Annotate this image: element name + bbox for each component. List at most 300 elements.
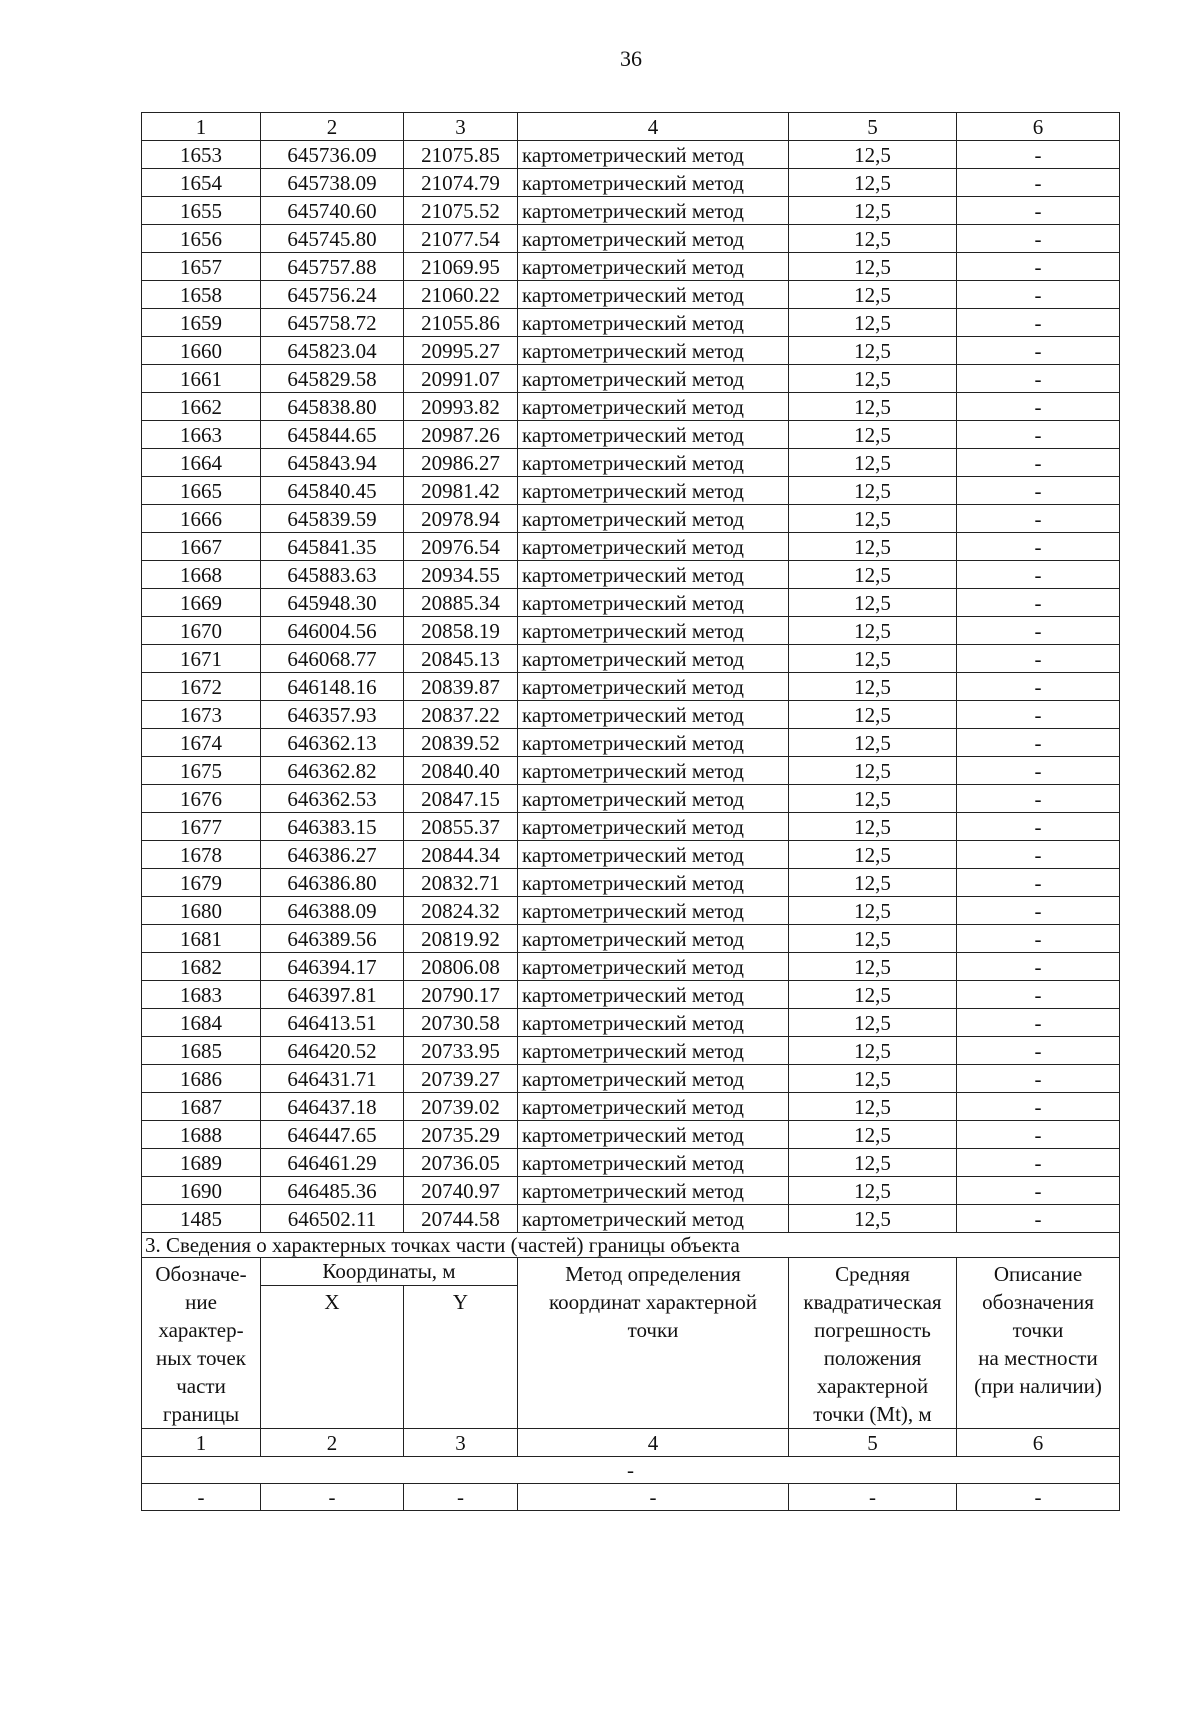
table-row (142, 1065, 1120, 1093)
x-coord-cell: 645840.45 (261, 477, 404, 505)
point-id-cell: 1662 (142, 393, 261, 421)
x-coord-cell: 646447.65 (261, 1121, 404, 1149)
point-id-cell: 1680 (142, 897, 261, 925)
point-id-cell: 1671 (142, 645, 261, 673)
x-coord-cell: 645883.63 (261, 561, 404, 589)
y-coord-cell: 20733.95 (404, 1037, 518, 1065)
description-cell: - (957, 533, 1120, 561)
table-row (142, 841, 1120, 869)
x-coord-cell: 646502.11 (261, 1205, 404, 1233)
x-coord-cell: 645736.09 (261, 141, 404, 169)
table-row (142, 393, 1120, 421)
col-number: 4 (518, 1429, 789, 1457)
table-row (142, 897, 1120, 925)
description-cell: - (957, 701, 1120, 729)
table-row (142, 309, 1120, 337)
x-coord-cell: 646389.56 (261, 925, 404, 953)
table-row (142, 421, 1120, 449)
description-cell: - (957, 197, 1120, 225)
point-id-cell: 1688 (142, 1121, 261, 1149)
x-coord-cell: 645756.24 (261, 281, 404, 309)
method-cell: картометрический метод (518, 869, 789, 897)
error-cell: 12,5 (789, 197, 957, 225)
description-cell: - (957, 449, 1120, 477)
table-row (142, 505, 1120, 533)
point-id-cell: 1660 (142, 337, 261, 365)
section3-title: 3. Сведения о характерных точках части (частей) границы объекта (142, 1233, 1120, 1258)
table-row (142, 869, 1120, 897)
y-coord-cell: 20995.27 (404, 337, 518, 365)
point-id-cell: 1679 (142, 869, 261, 897)
error-cell: 12,5 (789, 729, 957, 757)
x-coord-cell: 646394.17 (261, 953, 404, 981)
y-coord-cell: 20986.27 (404, 449, 518, 477)
error-cell: 12,5 (789, 1205, 957, 1233)
point-id-cell: 1663 (142, 421, 261, 449)
x-coord-cell: 646357.93 (261, 701, 404, 729)
description-cell: - (957, 309, 1120, 337)
description-cell: - (957, 813, 1120, 841)
x-coord-cell: 645839.59 (261, 505, 404, 533)
col-number: 2 (261, 1429, 404, 1457)
table-row (142, 813, 1120, 841)
error-cell: 12,5 (789, 449, 957, 477)
description-cell: - (957, 1065, 1120, 1093)
point-id-cell: 1690 (142, 1177, 261, 1205)
y-coord-cell: 20730.58 (404, 1009, 518, 1037)
description-cell: - (957, 477, 1120, 505)
method-cell: картометрический метод (518, 253, 789, 281)
description-cell: - (957, 1149, 1120, 1177)
table-row (142, 757, 1120, 785)
point-id-cell: 1667 (142, 533, 261, 561)
x-coord-cell: 646383.15 (261, 813, 404, 841)
x-coord-cell: 645844.65 (261, 421, 404, 449)
x-coord-cell: 646388.09 (261, 897, 404, 925)
point-id-cell: 1674 (142, 729, 261, 757)
method-cell: картометрический метод (518, 1093, 789, 1121)
error-cell: 12,5 (789, 533, 957, 561)
method-cell: картометрический метод (518, 673, 789, 701)
error-cell: 12,5 (789, 561, 957, 589)
description-cell: - (957, 561, 1120, 589)
method-cell: картометрический метод (518, 925, 789, 953)
table-row (142, 1149, 1120, 1177)
method-cell: картометрический метод (518, 813, 789, 841)
point-id-cell: 1665 (142, 477, 261, 505)
table-row (142, 1121, 1120, 1149)
method-cell: картометрический метод (518, 729, 789, 757)
method-cell: картометрический метод (518, 505, 789, 533)
error-cell: 12,5 (789, 421, 957, 449)
method-cell: картометрический метод (518, 1037, 789, 1065)
y-coord-cell: 21060.22 (404, 281, 518, 309)
method-cell: картометрический метод (518, 533, 789, 561)
point-id-cell: 1657 (142, 253, 261, 281)
y-coord-cell: 20840.40 (404, 757, 518, 785)
col-number: 5 (789, 1429, 957, 1457)
method-cell: картометрический метод (518, 1065, 789, 1093)
table-row (142, 925, 1120, 953)
col-number: 1 (142, 1429, 261, 1457)
method-cell: картометрический метод (518, 197, 789, 225)
description-cell: - (957, 785, 1120, 813)
col-number: 3 (404, 113, 518, 141)
point-id-cell: 1658 (142, 281, 261, 309)
col-number: 6 (957, 113, 1120, 141)
x-coord-cell: 646068.77 (261, 645, 404, 673)
description-cell: - (957, 1009, 1120, 1037)
y-coord-cell: 20981.42 (404, 477, 518, 505)
column-number-row (142, 113, 1120, 141)
dash-cell: - (957, 1484, 1120, 1511)
description-cell: - (957, 757, 1120, 785)
method-cell: картометрический метод (518, 841, 789, 869)
x-coord-cell: 645757.88 (261, 253, 404, 281)
description-cell: - (957, 253, 1120, 281)
x-coord-cell: 646397.81 (261, 981, 404, 1009)
method-cell: картометрический метод (518, 757, 789, 785)
description-cell: - (957, 841, 1120, 869)
point-id-cell: 1676 (142, 785, 261, 813)
error-cell: 12,5 (789, 1093, 957, 1121)
error-cell: 12,5 (789, 953, 957, 981)
description-cell: - (957, 925, 1120, 953)
description-cell: - (957, 169, 1120, 197)
table-row (142, 365, 1120, 393)
section3-merged-row (142, 1457, 1120, 1484)
y-coord-cell: 20790.17 (404, 981, 518, 1009)
error-cell: 12,5 (789, 169, 957, 197)
table-row (142, 673, 1120, 701)
error-cell: 12,5 (789, 1065, 957, 1093)
section3-title-row (142, 1233, 1120, 1258)
point-id-cell: 1664 (142, 449, 261, 477)
table-row (142, 1093, 1120, 1121)
y-coord-cell: 20855.37 (404, 813, 518, 841)
y-coord-cell: 20736.05 (404, 1149, 518, 1177)
description-cell: - (957, 1121, 1120, 1149)
x-coord-cell: 646362.13 (261, 729, 404, 757)
point-id-cell: 1689 (142, 1149, 261, 1177)
point-id-cell: 1685 (142, 1037, 261, 1065)
x-coord-cell: 646362.53 (261, 785, 404, 813)
point-id-cell: 1681 (142, 925, 261, 953)
method-cell: картометрический метод (518, 1009, 789, 1037)
table-row (142, 1205, 1120, 1233)
table-row (142, 337, 1120, 365)
col-number: 5 (789, 113, 957, 141)
table-row (142, 729, 1120, 757)
header-coordinates: Координаты, м (261, 1258, 518, 1286)
table-row (142, 645, 1120, 673)
header-method: Метод определения координат характерной точки (518, 1258, 789, 1429)
point-id-cell: 1653 (142, 141, 261, 169)
error-cell: 12,5 (789, 785, 957, 813)
y-coord-cell: 21055.86 (404, 309, 518, 337)
method-cell: картометрический метод (518, 225, 789, 253)
x-coord-cell: 645838.80 (261, 393, 404, 421)
description-cell: - (957, 281, 1120, 309)
method-cell: картометрический метод (518, 421, 789, 449)
table-row (142, 981, 1120, 1009)
description-cell: - (957, 673, 1120, 701)
x-coord-cell: 645745.80 (261, 225, 404, 253)
coordinates-table (141, 112, 1120, 1511)
x-coord-cell: 646431.71 (261, 1065, 404, 1093)
method-cell: картометрический метод (518, 169, 789, 197)
header-description: Описание обозначения точки на местности (при наличии) (957, 1258, 1120, 1429)
x-coord-cell: 646148.16 (261, 673, 404, 701)
header-error: Средняя квадратическая погрешность положения характерной точки (Mt), м (789, 1258, 957, 1429)
description-cell: - (957, 981, 1120, 1009)
y-coord-cell: 21075.85 (404, 141, 518, 169)
y-coord-cell: 20806.08 (404, 953, 518, 981)
description-cell: - (957, 421, 1120, 449)
y-coord-cell: 20744.58 (404, 1205, 518, 1233)
table-row (142, 617, 1120, 645)
description-cell: - (957, 365, 1120, 393)
dash-cell: - (142, 1484, 261, 1511)
point-id-cell: 1655 (142, 197, 261, 225)
method-cell: картометрический метод (518, 1205, 789, 1233)
col-number: 4 (518, 113, 789, 141)
method-cell: картометрический метод (518, 281, 789, 309)
error-cell: 12,5 (789, 813, 957, 841)
y-coord-cell: 21069.95 (404, 253, 518, 281)
point-id-cell: 1669 (142, 589, 261, 617)
error-cell: 12,5 (789, 1121, 957, 1149)
table-row (142, 701, 1120, 729)
y-coord-cell: 20858.19 (404, 617, 518, 645)
x-coord-cell: 646004.56 (261, 617, 404, 645)
dash-cell: - (518, 1484, 789, 1511)
table-row (142, 281, 1120, 309)
method-cell: картометрический метод (518, 589, 789, 617)
description-cell: - (957, 953, 1120, 981)
description-cell: - (957, 1205, 1120, 1233)
table-row (142, 953, 1120, 981)
dash-cell: - (789, 1484, 957, 1511)
x-coord-cell: 646362.82 (261, 757, 404, 785)
x-coord-cell: 646420.52 (261, 1037, 404, 1065)
method-cell: картометрический метод (518, 701, 789, 729)
error-cell: 12,5 (789, 925, 957, 953)
error-cell: 12,5 (789, 757, 957, 785)
error-cell: 12,5 (789, 141, 957, 169)
method-cell: картометрический метод (518, 561, 789, 589)
section3-column-number-row (142, 1429, 1120, 1457)
y-coord-cell: 20934.55 (404, 561, 518, 589)
col-number: 2 (261, 113, 404, 141)
x-coord-cell: 646386.80 (261, 869, 404, 897)
method-cell: картометрический метод (518, 365, 789, 393)
method-cell: картометрический метод (518, 477, 789, 505)
point-id-cell: 1684 (142, 1009, 261, 1037)
x-coord-cell: 645823.04 (261, 337, 404, 365)
x-coord-cell: 645841.35 (261, 533, 404, 561)
x-coord-cell: 646386.27 (261, 841, 404, 869)
error-cell: 12,5 (789, 477, 957, 505)
table-row (142, 225, 1120, 253)
error-cell: 12,5 (789, 1177, 957, 1205)
table-row (142, 561, 1120, 589)
merged-dash-cell: - (142, 1457, 1120, 1484)
description-cell: - (957, 729, 1120, 757)
y-coord-cell: 20739.27 (404, 1065, 518, 1093)
error-cell: 12,5 (789, 841, 957, 869)
description-cell: - (957, 869, 1120, 897)
error-cell: 12,5 (789, 253, 957, 281)
y-coord-cell: 20978.94 (404, 505, 518, 533)
x-coord-cell: 645738.09 (261, 169, 404, 197)
error-cell: 12,5 (789, 1149, 957, 1177)
y-coord-cell: 20845.13 (404, 645, 518, 673)
method-cell: картометрический метод (518, 981, 789, 1009)
method-cell: картометрический метод (518, 1177, 789, 1205)
col-number: 3 (404, 1429, 518, 1457)
x-coord-cell: 646461.29 (261, 1149, 404, 1177)
y-coord-cell: 20993.82 (404, 393, 518, 421)
y-coord-cell: 20735.29 (404, 1121, 518, 1149)
error-cell: 12,5 (789, 393, 957, 421)
y-coord-cell: 21074.79 (404, 169, 518, 197)
point-id-cell: 1661 (142, 365, 261, 393)
section3-empty-row (142, 1484, 1120, 1511)
error-cell: 12,5 (789, 337, 957, 365)
table-row (142, 477, 1120, 505)
x-coord-cell: 645829.58 (261, 365, 404, 393)
error-cell: 12,5 (789, 365, 957, 393)
method-cell: картометрический метод (518, 1149, 789, 1177)
point-id-cell: 1682 (142, 953, 261, 981)
point-id-cell: 1656 (142, 225, 261, 253)
table-row (142, 1009, 1120, 1037)
y-coord-cell: 20991.07 (404, 365, 518, 393)
error-cell: 12,5 (789, 617, 957, 645)
dash-cell: - (261, 1484, 404, 1511)
point-id-cell: 1683 (142, 981, 261, 1009)
x-coord-cell: 645758.72 (261, 309, 404, 337)
table-row (142, 533, 1120, 561)
header-designation: Обозначе- ние характер- ных точек части границы (142, 1258, 261, 1429)
description-cell: - (957, 1037, 1120, 1065)
description-cell: - (957, 617, 1120, 645)
description-cell: - (957, 1177, 1120, 1205)
col-number: 1 (142, 113, 261, 141)
method-cell: картометрический метод (518, 785, 789, 813)
error-cell: 12,5 (789, 309, 957, 337)
x-coord-cell: 646485.36 (261, 1177, 404, 1205)
dash-cell: - (404, 1484, 518, 1511)
y-coord-cell: 20987.26 (404, 421, 518, 449)
error-cell: 12,5 (789, 1009, 957, 1037)
y-coord-cell: 20837.22 (404, 701, 518, 729)
y-coord-cell: 20740.97 (404, 1177, 518, 1205)
y-coord-cell: 21075.52 (404, 197, 518, 225)
table-row (142, 1037, 1120, 1065)
method-cell: картометрический метод (518, 617, 789, 645)
table-row (142, 197, 1120, 225)
point-id-cell: 1675 (142, 757, 261, 785)
error-cell: 12,5 (789, 1037, 957, 1065)
method-cell: картометрический метод (518, 337, 789, 365)
table-row (142, 785, 1120, 813)
y-coord-cell: 20976.54 (404, 533, 518, 561)
y-coord-cell: 21077.54 (404, 225, 518, 253)
error-cell: 12,5 (789, 701, 957, 729)
point-id-cell: 1672 (142, 673, 261, 701)
error-cell: 12,5 (789, 869, 957, 897)
x-coord-cell: 645740.60 (261, 197, 404, 225)
point-id-cell: 1677 (142, 813, 261, 841)
header-y: Y (404, 1285, 518, 1428)
method-cell: картометрический метод (518, 393, 789, 421)
table-row (142, 589, 1120, 617)
x-coord-cell: 645843.94 (261, 449, 404, 477)
y-coord-cell: 20739.02 (404, 1093, 518, 1121)
y-coord-cell: 20832.71 (404, 869, 518, 897)
description-cell: - (957, 897, 1120, 925)
y-coord-cell: 20847.15 (404, 785, 518, 813)
method-cell: картометрический метод (518, 309, 789, 337)
x-coord-cell: 645948.30 (261, 589, 404, 617)
y-coord-cell: 20839.52 (404, 729, 518, 757)
description-cell: - (957, 393, 1120, 421)
point-id-cell: 1670 (142, 617, 261, 645)
error-cell: 12,5 (789, 281, 957, 309)
error-cell: 12,5 (789, 673, 957, 701)
x-coord-cell: 646437.18 (261, 1093, 404, 1121)
header-x: X (261, 1285, 404, 1428)
method-cell: картометрический метод (518, 449, 789, 477)
point-id-cell: 1668 (142, 561, 261, 589)
error-cell: 12,5 (789, 225, 957, 253)
method-cell: картометрический метод (518, 953, 789, 981)
description-cell: - (957, 141, 1120, 169)
point-id-cell: 1659 (142, 309, 261, 337)
method-cell: картометрический метод (518, 645, 789, 673)
y-coord-cell: 20844.34 (404, 841, 518, 869)
point-id-cell: 1654 (142, 169, 261, 197)
section3-header-row (142, 1258, 1120, 1286)
table-row (142, 1177, 1120, 1205)
table-row (142, 253, 1120, 281)
table-row (142, 169, 1120, 197)
y-coord-cell: 20819.92 (404, 925, 518, 953)
description-cell: - (957, 225, 1120, 253)
point-id-cell: 1673 (142, 701, 261, 729)
point-id-cell: 1687 (142, 1093, 261, 1121)
table-row (142, 449, 1120, 477)
description-cell: - (957, 589, 1120, 617)
method-cell: картометрический метод (518, 1121, 789, 1149)
error-cell: 12,5 (789, 589, 957, 617)
method-cell: картометрический метод (518, 897, 789, 925)
page-number: 36 (620, 46, 642, 71)
description-cell: - (957, 645, 1120, 673)
y-coord-cell: 20824.32 (404, 897, 518, 925)
error-cell: 12,5 (789, 505, 957, 533)
col-number: 6 (957, 1429, 1120, 1457)
description-cell: - (957, 1093, 1120, 1121)
description-cell: - (957, 505, 1120, 533)
description-cell: - (957, 337, 1120, 365)
y-coord-cell: 20839.87 (404, 673, 518, 701)
error-cell: 12,5 (789, 897, 957, 925)
point-id-cell: 1666 (142, 505, 261, 533)
point-id-cell: 1485 (142, 1205, 261, 1233)
